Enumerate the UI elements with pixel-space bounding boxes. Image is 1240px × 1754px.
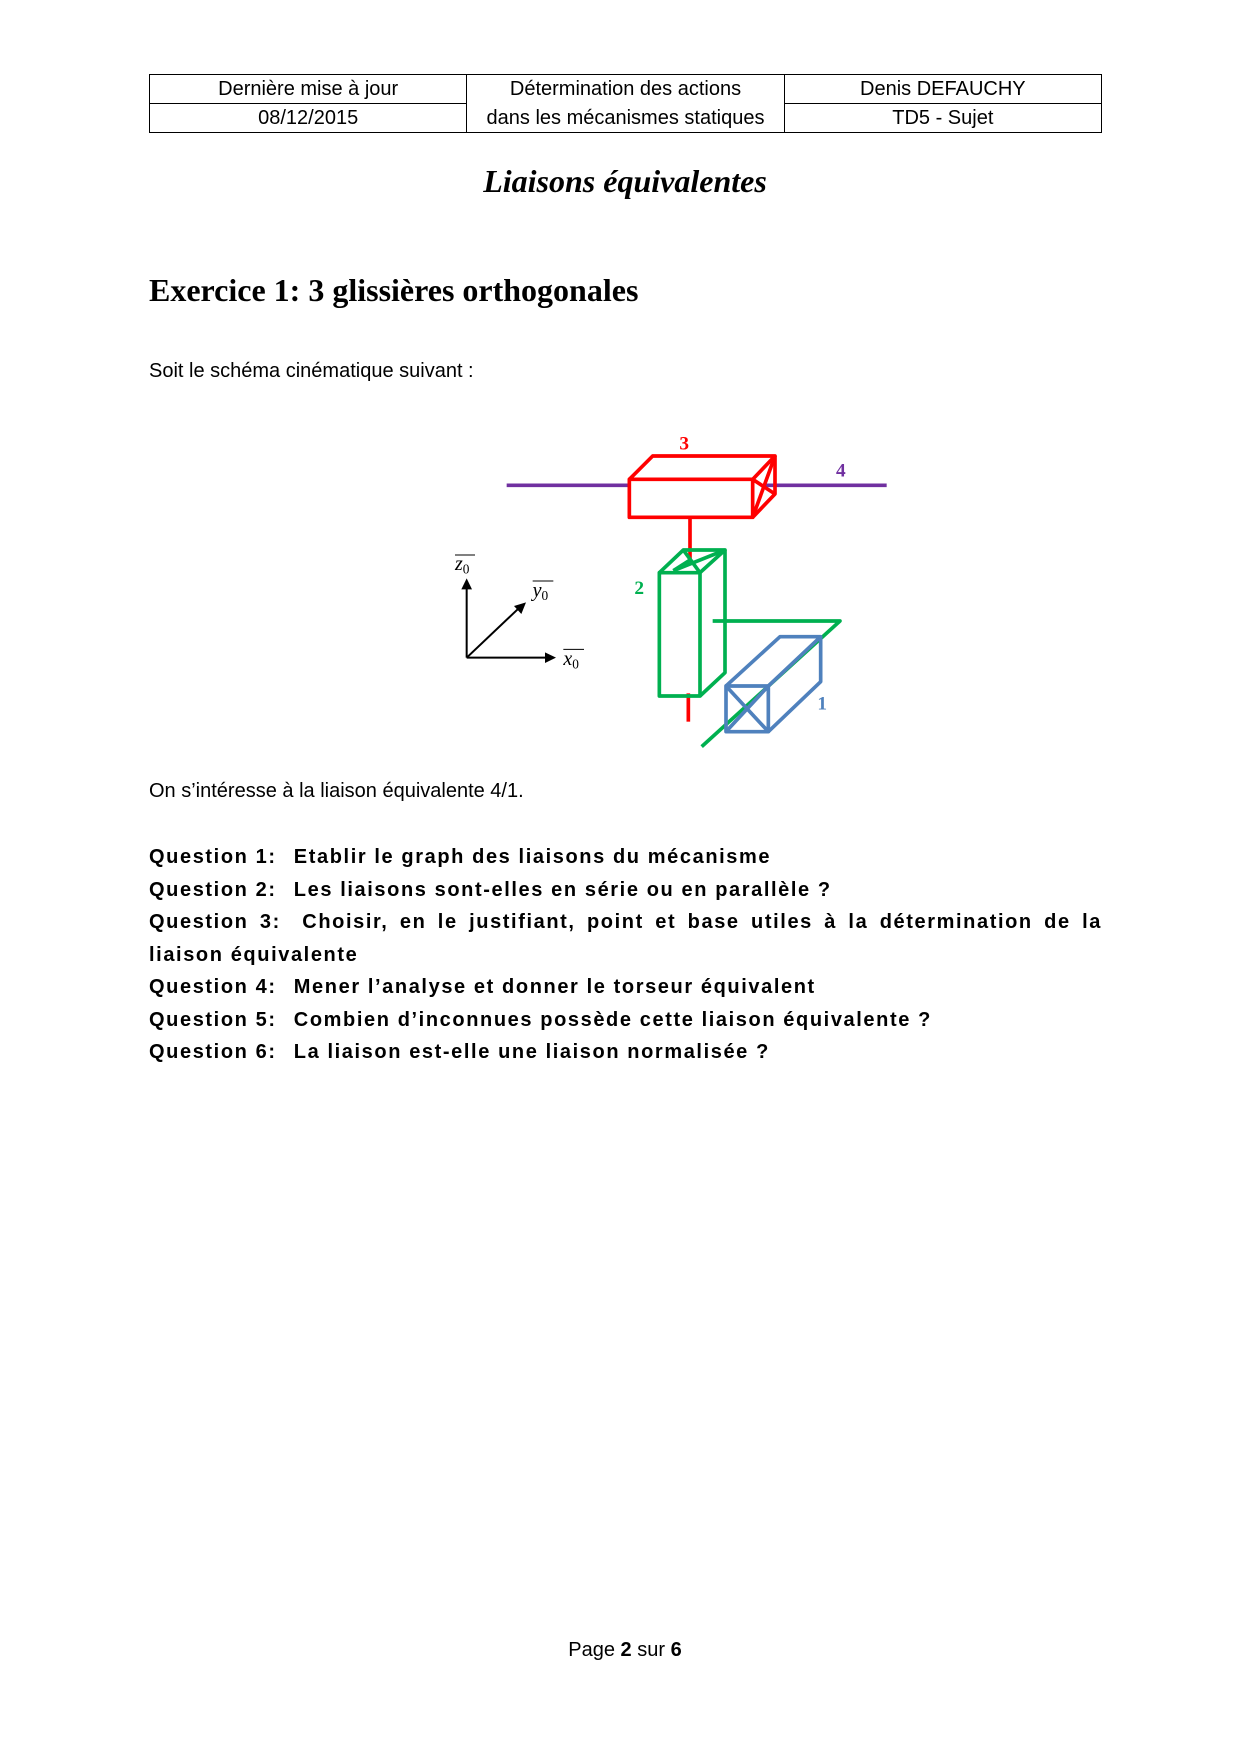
page-footer: Page 2 sur 6: [568, 1639, 682, 1661]
exercise-heading: Exercice 1: 3 glissières orthogonales: [149, 272, 639, 308]
question-list: [149, 841, 1102, 1069]
question-1: Question 1: Etablir le graph des liaisons du mécanisme: [149, 846, 772, 868]
header-author: Denis DEFAUCHY: [784, 75, 1101, 104]
kinematic-diagram: [440, 420, 920, 760]
question-3: Question 3: Choisir, en le justifiant, point et base utiles à la détermination de la liaison équivalente: [149, 911, 1102, 966]
z-arrow-icon: [461, 578, 472, 589]
part1-label: 1: [817, 693, 828, 715]
part1-block: [726, 637, 821, 732]
svg-text:z0: z0: [455, 553, 470, 577]
header-subject-line1: Détermination des actions: [467, 75, 784, 104]
part2-column: [659, 550, 840, 747]
part3-label: 3: [679, 433, 690, 455]
svg-text:x0: x0: [563, 648, 579, 672]
question-2: Question 2: Les liaisons sont-elles en série ou en parallèle ?: [149, 878, 832, 901]
header-date: 08/12/2015: [150, 104, 467, 133]
z-axis-label: z: [455, 553, 463, 575]
header-subject-line2: dans les mécanismes statiques: [467, 104, 784, 133]
part3-slider: [629, 456, 775, 722]
page-title: Liaisons équivalentes: [483, 163, 767, 199]
question-6: Question 6: La liaison est-elle une liaison normalisée ?: [149, 1041, 770, 1063]
header-table: [149, 74, 1102, 133]
part4-label: 4: [836, 460, 846, 482]
x-axis-label: x: [563, 648, 573, 670]
page-total: 6: [670, 1639, 682, 1661]
x-arrow-icon: [545, 652, 556, 663]
context-text: On s’intéresse à la liaison équivalente 4/1.: [149, 780, 524, 802]
y-axis-label: y: [532, 579, 542, 602]
header-doc: TD5 - Sujet: [784, 104, 1101, 133]
svg-text:y0: y0: [532, 579, 549, 603]
header-date-label: Dernière mise à jour: [150, 75, 467, 104]
part2-label: 2: [634, 578, 645, 599]
question-4: Question 4: Mener l’analyse et donner le torseur équivalent: [149, 976, 816, 998]
question-5: Question 5: Combien d’inconnues possède cette liaison équivalente ?: [149, 1008, 932, 1031]
intro-text: Soit le schéma cinématique suivant :: [149, 360, 474, 382]
page-number: 2: [620, 1639, 632, 1661]
